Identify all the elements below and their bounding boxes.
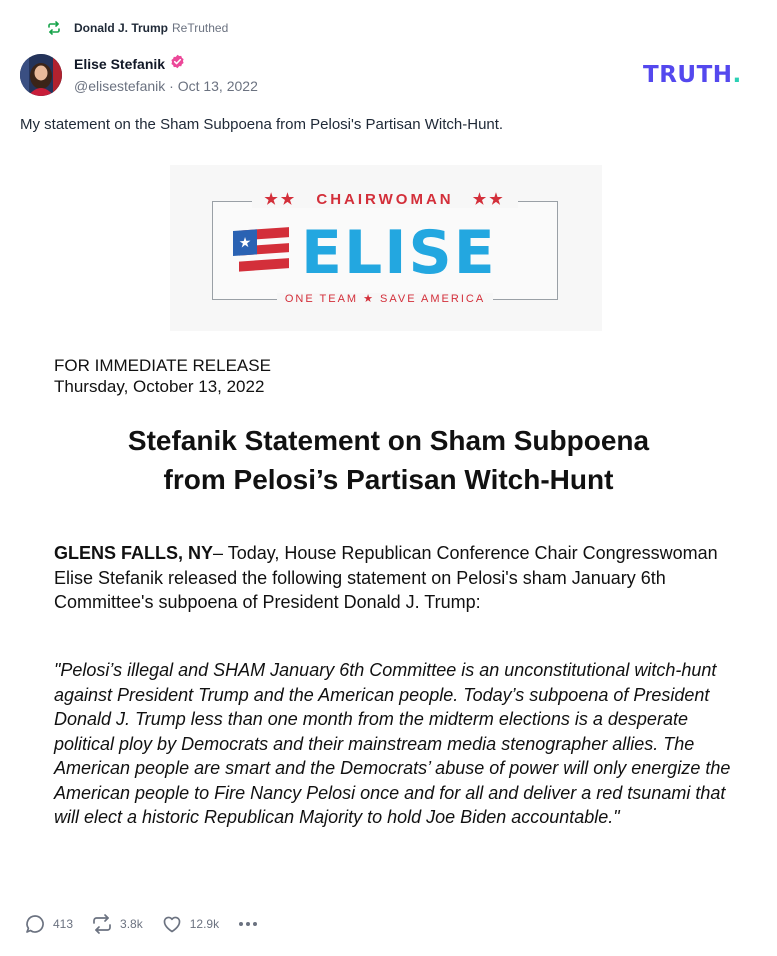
post-actions <box>24 912 277 936</box>
like-button[interactable] <box>161 913 219 935</box>
retruth-button[interactable] <box>91 913 143 935</box>
release-label: FOR IMMEDIATE RELEASE <box>54 356 271 375</box>
headline-line-1: Stefanik Statement on Sham Subpoena <box>127 425 650 456</box>
retruth-verb: ReTruthed <box>172 21 229 35</box>
avatar[interactable] <box>20 54 62 96</box>
more-icon <box>237 913 259 935</box>
logo-dot: . <box>732 62 742 88</box>
logo-text: TRUTH <box>643 62 733 88</box>
retruth-count: 3.8k <box>120 917 143 931</box>
author-block <box>74 55 258 94</box>
verified-badge-icon <box>170 54 185 74</box>
dateline: GLENS FALLS, NY <box>54 543 214 563</box>
release-date: Thursday, October 13, 2022 <box>54 377 265 396</box>
press-release-headline <box>20 421 757 499</box>
more-options-button[interactable] <box>237 913 259 935</box>
truth-social-logo[interactable] <box>643 62 742 88</box>
retruth-action-icon <box>91 913 113 935</box>
heart-icon <box>161 913 183 935</box>
press-release-quote: "Pelosi’s illegal and SHAM January 6th Committee is an unconstitutional witch-hunt against President Trump and the American people. Today’s subpoena of President Donald J. Trump less than one month from the midterm elections is a desperate political ploy by Democrats and their mainstream media stenographer allies. The American people are smart and the Democrats’ abuse of power will only energize the American people to Fire Nancy Pelosi once and for all and deliver a red tsunami that will elect a historic Republican Majority to hold Joe Biden accountable." <box>54 660 731 827</box>
letterhead-frame: ★★ CHAIRWOMAN ★★ ★ ELISE ONE TEAM ★ SAVE AMERICA <box>212 201 558 300</box>
retruth-user-link[interactable]: Donald J. Trump <box>74 21 169 35</box>
retruth-icon <box>46 21 62 35</box>
svg-text:★: ★ <box>238 234 252 252</box>
intro-text: – Today, House Republican Conference Chair Congresswoman Elise Stefanik released the following statement on Pelosi's sham January 6th Committee's subpoena of President Donald J. Trump: <box>54 543 718 612</box>
like-count: 12.9k <box>189 917 220 931</box>
letterhead-bottom: ONE TEAM ★ SAVE AMERICA <box>277 293 493 305</box>
reply-count: 413 <box>53 917 74 931</box>
press-release-intro <box>54 541 734 615</box>
post-text: My statement on the Sham Subpoena from Pelosi's Partisan Witch-Hunt. <box>20 116 504 133</box>
headline-line-2: from Pelosi’s Partisan Witch-Hunt <box>163 464 614 495</box>
letterhead-top: CHAIRWOMAN <box>310 191 459 208</box>
letterhead-main: ELISE <box>301 217 497 288</box>
flag-e-icon <box>233 221 291 284</box>
reply-button[interactable] <box>24 913 73 935</box>
post-media-image[interactable] <box>20 145 757 893</box>
author-name[interactable]: Elise Stefanik <box>74 56 166 72</box>
author-handle-date[interactable]: @elisestefanik · Oct 13, 2022 <box>74 78 258 94</box>
retruth-header[interactable] <box>46 19 228 37</box>
release-dateline <box>54 355 271 397</box>
reply-icon <box>24 913 46 935</box>
letterhead-logo <box>170 165 602 331</box>
